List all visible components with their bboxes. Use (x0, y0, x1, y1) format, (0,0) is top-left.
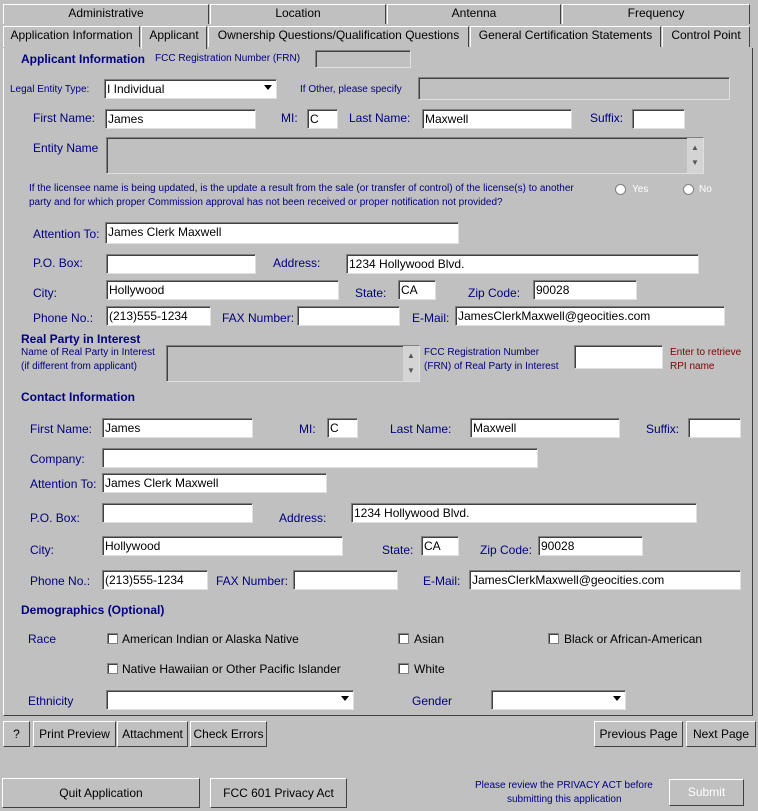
tab-general-certification[interactable]: General Certification Statements (470, 26, 661, 47)
applicant-email-input[interactable]: JamesClerkMaxwell@geocities.com (455, 306, 725, 326)
contact-attention-input[interactable]: James Clerk Maxwell (102, 473, 327, 493)
legal-entity-type-label: Legal Entity Type: (10, 84, 90, 95)
ethnicity-label: Ethnicity (28, 694, 74, 708)
contact-attention-label: Attention To: (30, 477, 97, 491)
contact-po-box-label: P.O. Box: (30, 511, 80, 525)
tab-ownership-questions[interactable]: Ownership Questions/Qualification Questions (208, 26, 469, 47)
applicant-mi-input[interactable]: C (307, 109, 338, 129)
contact-company-input[interactable] (102, 448, 538, 468)
race-hawaiian-label: Native Hawaiian or Other Pacific Islander (122, 662, 341, 676)
applicant-attention-input[interactable]: James Clerk Maxwell (105, 222, 459, 244)
licensee-yes-label: Yes (632, 184, 649, 195)
applicant-frn-input[interactable] (315, 50, 411, 68)
rpi-name-label-line1: Name of Real Party in Interest (21, 347, 155, 358)
contact-first-name-label: First Name: (30, 422, 93, 436)
contact-suffix-input[interactable] (688, 418, 741, 438)
rpi-name-textarea[interactable] (166, 345, 420, 382)
scroll-down-icon: ▼ (407, 366, 415, 375)
rpi-name-label-line2: (if different from applicant) (21, 361, 137, 372)
gender-select[interactable] (491, 690, 626, 710)
scroll-up-icon: ▲ (691, 143, 699, 152)
applicant-fax-label: FAX Number: (222, 311, 295, 325)
tab-location[interactable]: Location (210, 4, 386, 24)
applicant-first-name-input[interactable]: James (105, 109, 256, 129)
applicant-frn-label: FCC Registration Number (FRN) (155, 53, 301, 64)
gender-label: Gender (412, 694, 453, 708)
contact-suffix-label: Suffix: (646, 422, 680, 436)
contact-zip-label: Zip Code: (480, 543, 533, 557)
licensee-question-line2: party and for which proper Commission approval has not been received or proper notification not provided? (29, 197, 503, 208)
race-black-label: Black or African-American (564, 632, 703, 646)
licensee-no-radio[interactable] (683, 184, 694, 195)
contact-mi-input[interactable]: C (327, 418, 358, 438)
contact-last-name-input[interactable]: Maxwell (470, 418, 620, 438)
contact-state-label: State: (382, 543, 414, 557)
applicant-email-label: E-Mail: (412, 311, 450, 325)
applicant-attention-label: Attention To: (33, 227, 100, 241)
chevron-down-icon (264, 85, 272, 90)
race-white-checkbox[interactable] (398, 663, 409, 674)
legal-entity-type-select[interactable] (104, 79, 277, 99)
contact-fax-input[interactable] (293, 570, 398, 590)
contact-phone-input[interactable]: (213)555-1234 (102, 570, 208, 590)
applicant-zip-label: Zip Code: (468, 286, 521, 300)
entity-name-label: Entity Name (33, 141, 99, 155)
other-specify-label: If Other, please specify (300, 84, 402, 95)
contact-company-label: Company: (30, 452, 85, 466)
rpi-section-title: Real Party in Interest (21, 332, 141, 346)
attachment-button[interactable]: Attachment (117, 721, 188, 747)
tab-control-point[interactable]: Control Point (662, 26, 750, 47)
race-black-checkbox[interactable] (548, 633, 559, 644)
tab-application-information[interactable]: Application Information (3, 26, 140, 47)
applicant-suffix-label: Suffix: (590, 111, 624, 125)
ethnicity-select[interactable] (106, 690, 354, 710)
contact-email-label: E-Mail: (423, 574, 461, 588)
applicant-state-input[interactable]: CA (398, 280, 436, 300)
applicant-last-name-input[interactable]: Maxwell (422, 109, 572, 129)
applicant-suffix-input[interactable] (632, 109, 685, 129)
race-hawaiian-checkbox[interactable] (107, 663, 118, 674)
applicant-address-input[interactable]: 1234 Hollywood Blvd. (346, 254, 699, 274)
contact-address-label: Address: (279, 511, 327, 525)
applicant-section-title: Applicant Information (21, 52, 145, 66)
entity-name-textarea[interactable] (106, 137, 704, 174)
contact-mi-label: MI: (299, 422, 316, 436)
scroll-up-icon: ▲ (407, 351, 415, 360)
applicant-fax-input[interactable] (297, 306, 400, 326)
contact-state-input[interactable]: CA (421, 536, 459, 556)
applicant-city-label: City: (33, 286, 57, 300)
tab-frequency[interactable]: Frequency (562, 4, 750, 24)
chevron-down-icon (613, 696, 621, 701)
applicant-phone-label: Phone No.: (33, 311, 94, 325)
contact-section-title: Contact Information (21, 390, 135, 404)
rpi-frn-label-line1: FCC Registration Number (424, 347, 540, 358)
help-button[interactable]: ? (3, 721, 30, 747)
demographics-section-title: Demographics (Optional) (21, 603, 165, 617)
tab-administrative[interactable]: Administrative (3, 4, 209, 24)
licensee-no-label: No (699, 184, 712, 195)
rpi-name-scrollbar[interactable] (403, 346, 419, 381)
check-errors-button[interactable]: Check Errors (190, 721, 267, 747)
race-asian-checkbox[interactable] (398, 633, 409, 644)
race-asian-label: Asian (414, 632, 445, 646)
contact-city-input[interactable]: Hollywood (102, 536, 343, 556)
licensee-question-line1: If the licensee name is being updated, is the update a result from the sale (or transfer of control) of the license(s) to another (29, 183, 574, 194)
privacy-notice-line2: submitting this application (507, 794, 622, 805)
applicant-mi-label: MI: (281, 111, 298, 125)
chevron-down-icon (341, 696, 349, 701)
applicant-address-label: Address: (273, 256, 321, 270)
applicant-first-name-label: First Name: (33, 111, 96, 125)
applicant-po-box-label: P.O. Box: (33, 256, 83, 270)
scroll-down-icon: ▼ (691, 158, 699, 167)
applicant-last-name-label: Last Name: (349, 111, 411, 125)
contact-address-input[interactable]: 1234 Hollywood Blvd. (351, 503, 697, 523)
applicant-po-box-input[interactable] (106, 254, 256, 274)
applicant-zip-input[interactable]: 90028 (533, 280, 637, 300)
licensee-yes-radio[interactable] (615, 184, 626, 195)
submit-button[interactable]: Submit (669, 779, 744, 806)
race-american-indian-label: American Indian or Alaska Native (122, 632, 299, 646)
applicant-phone-input[interactable]: (213)555-1234 (106, 306, 211, 326)
privacy-notice-line1: Please review the PRIVACY ACT before (475, 780, 653, 791)
next-page-button[interactable]: Next Page (686, 721, 756, 747)
contact-first-name-input[interactable]: James (102, 418, 253, 438)
print-preview-button[interactable]: Print Preview (33, 721, 116, 747)
other-specify-input[interactable] (418, 77, 730, 100)
contact-last-name-label: Last Name: (390, 422, 452, 436)
contact-phone-label: Phone No.: (30, 574, 91, 588)
race-white-label: White (414, 662, 445, 676)
entity-name-scrollbar[interactable] (687, 138, 703, 173)
privacy-act-button[interactable]: FCC 601 Privacy Act (210, 778, 347, 808)
contact-zip-input[interactable]: 90028 (538, 536, 643, 556)
rpi-hint-line1: Enter to retrieve (670, 347, 742, 358)
race-label: Race (28, 632, 57, 646)
race-american-indian-checkbox[interactable] (107, 633, 118, 644)
rpi-frn-input[interactable] (574, 345, 663, 369)
applicant-state-label: State: (355, 286, 387, 300)
previous-page-button[interactable]: Previous Page (594, 721, 683, 747)
contact-fax-label: FAX Number: (216, 574, 289, 588)
applicant-city-input[interactable]: Hollywood (106, 280, 339, 300)
tab-applicant[interactable]: Applicant (141, 26, 207, 49)
contact-city-label: City: (30, 543, 54, 557)
rpi-hint-line2: RPI name (670, 361, 715, 372)
legal-entity-type-value: I Individual (107, 82, 165, 96)
rpi-frn-label-line2: (FRN) of Real Party in Interest (424, 361, 559, 372)
contact-email-input[interactable]: JamesClerkMaxwell@geocities.com (469, 570, 741, 590)
contact-po-box-input[interactable] (102, 503, 253, 523)
quit-application-button[interactable]: Quit Application (2, 778, 200, 808)
tab-antenna[interactable]: Antenna (387, 4, 561, 24)
